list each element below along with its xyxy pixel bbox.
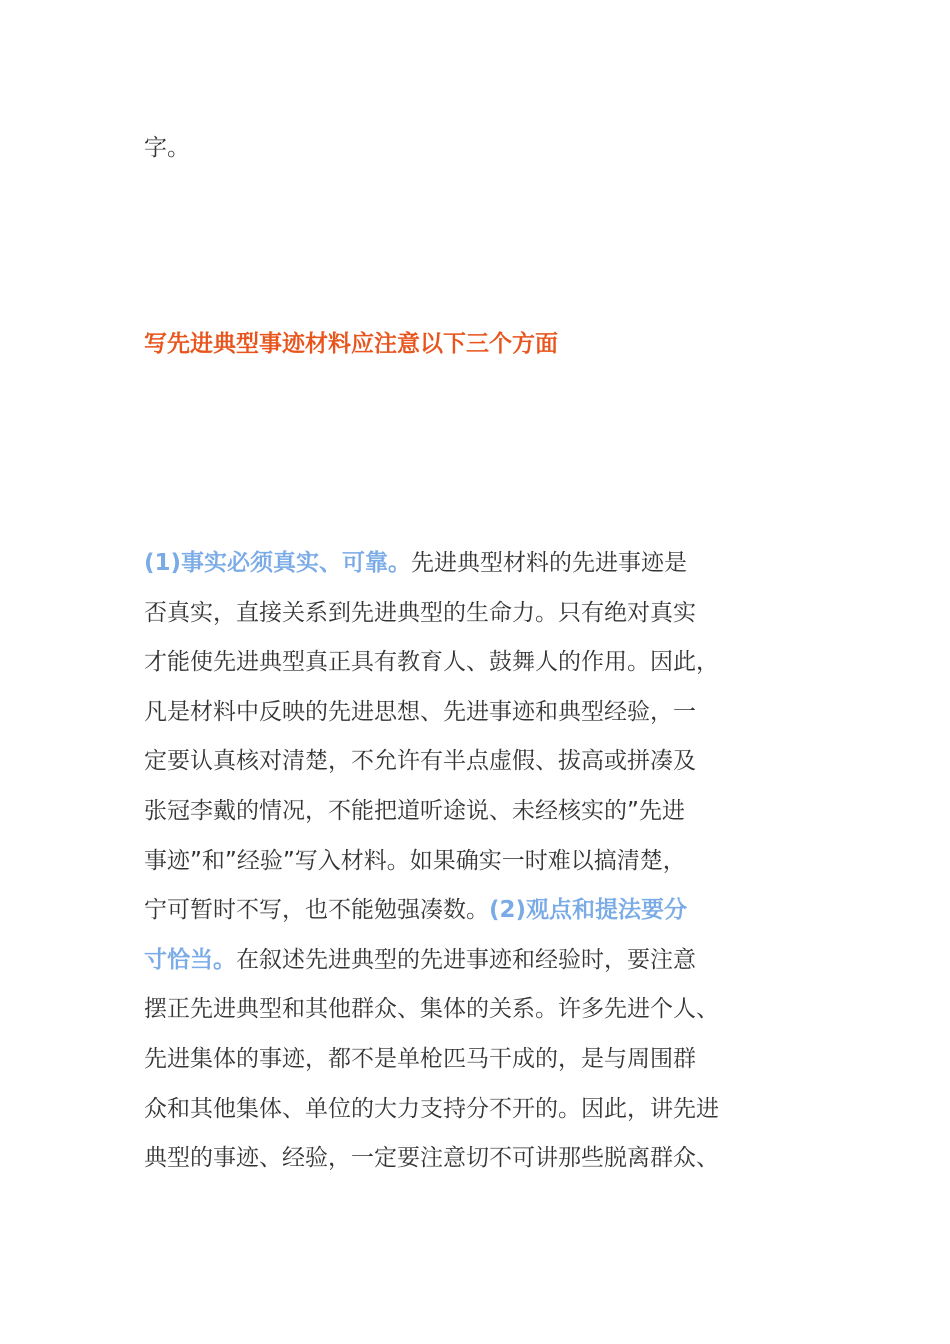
section-heading: 写先进典型事迹材料应注意以下三个方面 (144, 331, 558, 357)
body-text: 在叙述先进典型的先进事迹和经验时，要注意 (236, 946, 696, 973)
paragraph-line (144, 543, 814, 593)
body-text: 先进集体的事迹，都不是单枪匹马干成的，是与周围群 (144, 1045, 696, 1072)
body-text: 张冠李戴的情况，不能把道听途说、未经核实的”先进 (144, 797, 685, 824)
body-text: 否真实，直接关系到先进典型的生命力。只有绝对真实 (144, 599, 696, 626)
body-text: 定要认真核对清楚，不允许有半点虚假、拔高或拼凑及 (144, 748, 696, 775)
paragraph-line (144, 741, 814, 791)
body-text: 众和其他集体、单位的大力支持分不开的。因此，讲先进 (144, 1095, 719, 1122)
highlight-text: (1)事实必须真实、可靠。 (144, 550, 412, 576)
paragraph-line (144, 642, 814, 692)
paragraph-line (144, 1138, 814, 1188)
body-text: 事迹”和”经验”写入材料。如果确实一时难以搞清楚， (144, 847, 686, 874)
body-paragraph (144, 543, 814, 1188)
paragraph-line (144, 593, 814, 643)
highlight-text: 寸恰当。 (144, 946, 236, 973)
body-text: 摆正先进典型和其他群众、集体的关系。许多先进个人、 (144, 996, 719, 1023)
paragraph-line (144, 890, 814, 940)
highlight-text: (2)观点和提法要分 (489, 897, 688, 924)
paragraph-line (144, 989, 814, 1039)
paragraph-line (144, 1089, 814, 1139)
body-text: 先进典型材料的先进事迹是 (411, 550, 688, 576)
body-text: 宁可暂时不写，也不能勉强凑数。 (144, 897, 489, 924)
paragraph-line (144, 940, 814, 990)
body-text: 凡是材料中反映的先进思想、先进事迹和典型经验，一 (144, 698, 696, 725)
paragraph-line (144, 841, 814, 891)
paragraph-line (144, 1039, 814, 1089)
body-text: 才能使先进典型真正具有教育人、鼓舞人的作用。因此， (144, 649, 719, 676)
text-fragment: 字。 (144, 135, 190, 161)
paragraph-line (144, 692, 814, 742)
body-text: 典型的事迹、经验，一定要注意切不可讲那些脱离群众、 (144, 1145, 719, 1172)
paragraph-line (144, 791, 814, 841)
